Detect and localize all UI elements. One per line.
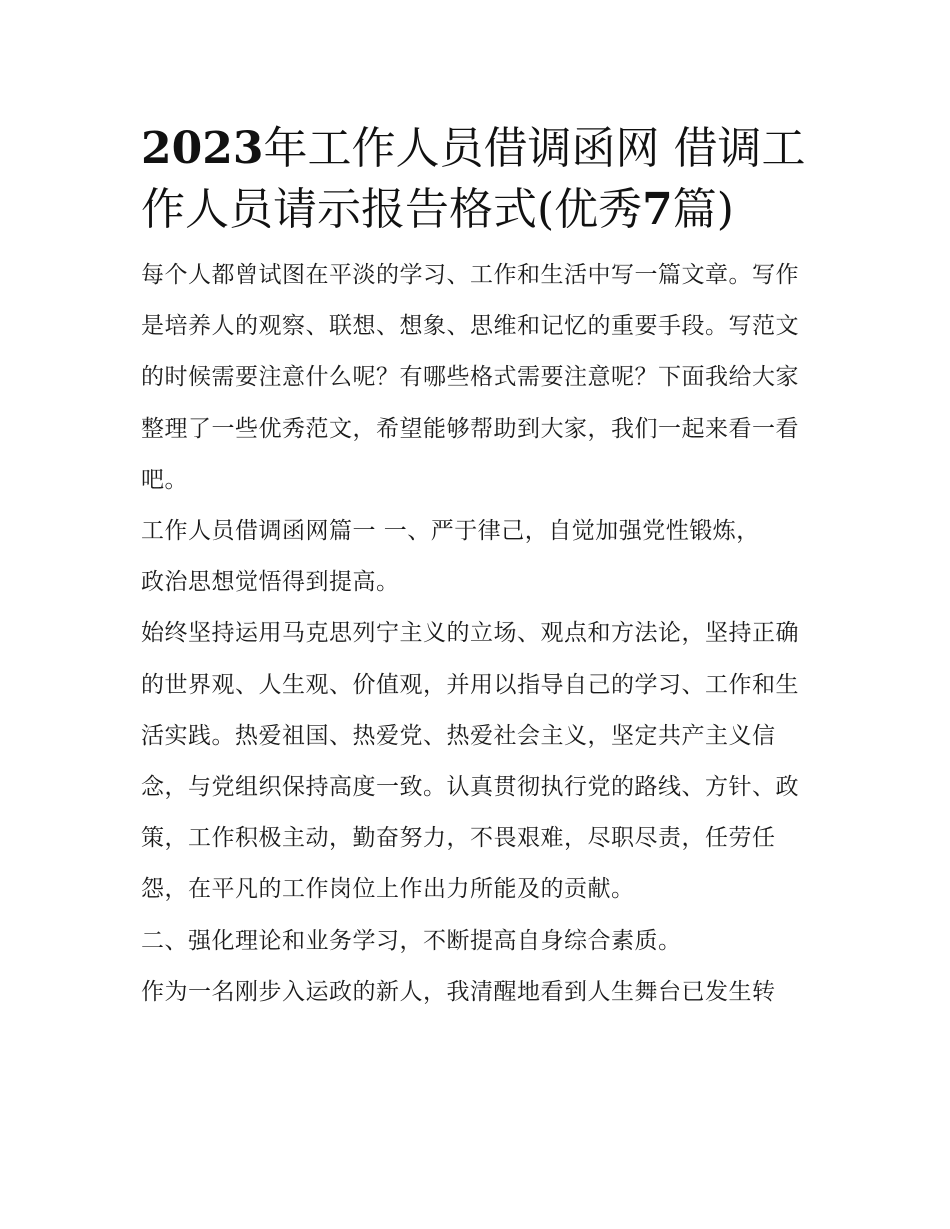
title-text: 年工作人员借调函网 借调工作人员请示报告格式(优秀 [141, 123, 806, 235]
paragraph-intro: 每个人都曾试图在平淡的学习、工作和生活中写一篇文章。写作是培养人的观察、联想、想象、思维和记忆的重要手段。写范文的时候需要注意什么呢？有哪些格式需要注意呢？下面我给大家整理了一些优秀范文，希望能够帮助到大家，我们一起来看一看吧。 [141, 262, 799, 493]
document-title [141, 118, 813, 240]
paragraph-body-continued: 作为一名刚步入运政的新人，我清醒地看到人生舞台已发生转 [141, 978, 776, 1005]
paragraph-section-heading: 工作人员借调函网篇一 一、严于律己，自觉加强党性锻炼， [141, 518, 760, 545]
paragraph-section-two-heading: 二、强化理论和业务学习，不断提高自身综合素质。 [141, 927, 682, 954]
paragraph-body: 始终坚持运用马克思列宁主义的立场、观点和方法论，坚持正确的世界观、人生观、价值观，并用以指导自己的学习、工作和生活实践。热爱祖国、热爱党、热爱社会主义，坚定共产主义信念，与党组织保持高度一致。认真贯彻执行党的路线、方针、政策，工作积极主动，勤奋努力，不畏艰难，尽职尽责，任劳任怨，在平凡的工作岗位上作出力所能及的贡献。 [141, 620, 799, 903]
title-tail: 篇) [672, 184, 734, 235]
paragraph-section-heading-cont: 政治思想觉悟得到提高。 [141, 569, 400, 596]
document-body [141, 118, 813, 1018]
title-year: 2023 [141, 123, 264, 174]
title-count: 7 [642, 184, 673, 235]
